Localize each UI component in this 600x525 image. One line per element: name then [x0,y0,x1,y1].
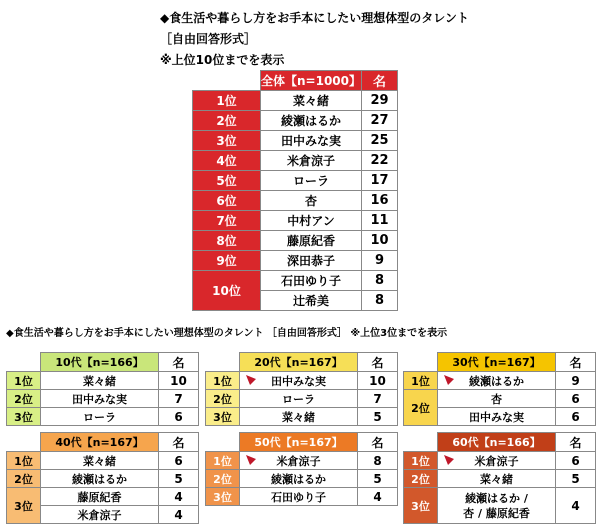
count-unit-header: 名 [358,353,398,372]
table-header-row [7,433,199,452]
rank-cell: 1位 [206,372,240,390]
count-unit-header: 名 [159,353,199,372]
name-cell: ローラ [240,390,358,408]
count-cell: 5 [358,408,398,426]
rank-cell: 4位 [193,151,261,171]
name-cell: 杏 [438,390,556,408]
count-cell: 27 [362,111,398,131]
count-unit-header: 名 [556,353,596,372]
count-unit-header: 名 [362,71,398,91]
rank-cell: 2位 [206,390,240,408]
display-note: ※上位10位までを表示 [160,53,285,67]
rank-cell: 3位 [206,488,240,506]
table-row [7,452,199,470]
table-row [404,488,596,524]
count-cell: 7 [159,390,199,408]
red-flag-icon [444,375,454,385]
table-row [193,271,398,291]
name-text: 米倉涼子 [276,454,321,468]
name-text: 綾瀬はるか [469,374,524,388]
name-cell: 杏 [261,191,362,211]
age-20s-table [205,352,398,426]
count-cell: 9 [556,372,596,390]
rank-cell: 10位 [193,271,261,311]
name-cell: 辻希美 [261,291,362,311]
table-row [404,372,596,390]
name-cell: 藤原紀香 [41,488,159,506]
age-label: 20代【n=167】 [240,353,358,372]
header-empty-cell [7,433,41,452]
count-cell: 11 [362,211,398,231]
name-cell: 菜々緒 [240,408,358,426]
table-row [193,231,398,251]
name-cell: 綾瀬はるか [261,111,362,131]
name-cell: 田中みな実 [438,408,556,426]
count-cell: 5 [556,470,596,488]
rank-cell: 6位 [193,191,261,211]
count-cell: 6 [556,390,596,408]
name-cell: 深田恭子 [261,251,362,271]
rank-cell: 2位 [404,470,438,488]
rank-cell: 3位 [7,488,41,524]
count-cell: 8 [362,291,398,311]
red-flag-icon [246,455,256,465]
name-cell [240,372,358,390]
count-cell: 6 [556,408,596,426]
name-cell: 菜々緒 [261,91,362,111]
age-50s-table [205,432,398,506]
table-header-row [206,433,398,452]
header-empty-cell [206,433,240,452]
count-cell: 5 [358,470,398,488]
table-row [193,151,398,171]
table-header-row [404,433,596,452]
count-cell: 8 [358,452,398,470]
rank-cell: 8位 [193,231,261,251]
table-row [206,452,398,470]
rank-cell: 1位 [404,372,438,390]
table-row [193,191,398,211]
rank-cell: 2位 [404,390,438,426]
rank-cell: 3位 [7,408,41,426]
age-label: 50代【n=167】 [240,433,358,452]
name-text: 田中みな実 [271,374,326,388]
table-row [404,470,596,488]
age-label: 60代【n=166】 [438,433,556,452]
count-cell: 10 [159,372,199,390]
count-cell: 7 [358,390,398,408]
count-cell: 4 [159,488,199,506]
name-text: 米倉涼子 [474,454,519,468]
table-header-row [206,353,398,372]
overall-ranking-table [192,70,398,311]
rank-cell: 1位 [206,452,240,470]
header-empty-cell [193,71,261,91]
table-header-row [404,353,596,372]
count-unit-header: 名 [159,433,199,452]
rank-cell: 2位 [206,470,240,488]
age-30s-table [403,352,596,426]
table-row [193,111,398,131]
table-row [206,372,398,390]
name-cell: ローラ [41,408,159,426]
rank-cell: 3位 [206,408,240,426]
rank-cell: 5位 [193,171,261,191]
rank-cell: 7位 [193,211,261,231]
age-label: 40代【n=167】 [41,433,159,452]
rank-cell: 1位 [7,372,41,390]
table-row [7,390,199,408]
table-row [7,372,199,390]
table-row [7,470,199,488]
rank-cell: 3位 [193,131,261,151]
count-cell: 4 [358,488,398,506]
red-flag-icon [444,455,454,465]
table-header-row [193,71,398,91]
name-cell: 中村アン [261,211,362,231]
table-row [193,131,398,151]
name-cell: 石田ゆり子 [261,271,362,291]
table-row [7,408,199,426]
count-cell: 8 [362,271,398,291]
rank-cell: 9位 [193,251,261,271]
page-title: ◆食生活や暮らし方をお手本にしたい理想体型のタレント [160,11,469,25]
count-cell: 6 [159,408,199,426]
count-cell: 10 [358,372,398,390]
age-section-title: ◆食生活や暮らし方をお手本にしたい理想体型のタレント ［自由回答形式］ ※上位3位までを表示 [6,328,448,339]
count-cell: 17 [362,171,398,191]
age-label: 30代【n=167】 [438,353,556,372]
table-header-row [7,353,199,372]
table-row [206,488,398,506]
name-cell: ローラ [261,171,362,191]
table-row [206,390,398,408]
count-cell: 6 [556,452,596,470]
table-row [206,470,398,488]
red-flag-icon [246,375,256,385]
name-cell [240,452,358,470]
count-cell: 29 [362,91,398,111]
age-40s-table [6,432,199,524]
name-cell: 菜々緒 [438,470,556,488]
table-row [193,171,398,191]
table-row [193,211,398,231]
rank-cell: 1位 [7,452,41,470]
rank-cell: 1位 [404,452,438,470]
table-row [404,452,596,470]
count-cell: 10 [362,231,398,251]
name-cell: 綾瀬はるか / 杏 / 藤原紀香 [438,488,556,524]
table-row [7,488,199,506]
rank-cell: 3位 [404,488,438,524]
header-empty-cell [404,433,438,452]
answer-format: ［自由回答形式］ [160,32,257,46]
count-cell: 9 [362,251,398,271]
name-cell: 田中みな実 [41,390,159,408]
name-cell: 田中みな実 [261,131,362,151]
count-cell: 4 [159,506,199,524]
name-cell [438,372,556,390]
header-empty-cell [7,353,41,372]
count-unit-header: 名 [358,433,398,452]
name-cell: 石田ゆり子 [240,488,358,506]
table-row [404,390,596,408]
rank-cell: 2位 [193,111,261,131]
name-cell: 菜々緒 [41,452,159,470]
name-cell: 藤原紀香 [261,231,362,251]
table-row [193,91,398,111]
age-10s-table [6,352,199,426]
count-cell: 6 [159,452,199,470]
rank-cell: 2位 [7,390,41,408]
count-cell: 16 [362,191,398,211]
rank-cell: 2位 [7,470,41,488]
table-row [193,251,398,271]
name-cell: 綾瀬はるか [240,470,358,488]
header-empty-cell [206,353,240,372]
table-row [206,408,398,426]
name-cell: 綾瀬はるか [41,470,159,488]
age-label: 10代【n=166】 [41,353,159,372]
name-cell: 米倉涼子 [41,506,159,524]
header-empty-cell [404,353,438,372]
rank-cell: 1位 [193,91,261,111]
count-cell: 25 [362,131,398,151]
overall-label: 全体【n=1000】 [261,71,362,91]
count-cell: 4 [556,488,596,524]
count-unit-header: 名 [556,433,596,452]
name-cell: 菜々緒 [41,372,159,390]
count-cell: 22 [362,151,398,171]
name-cell [438,452,556,470]
age-60s-table [403,432,596,524]
name-cell: 米倉涼子 [261,151,362,171]
count-cell: 5 [159,470,199,488]
